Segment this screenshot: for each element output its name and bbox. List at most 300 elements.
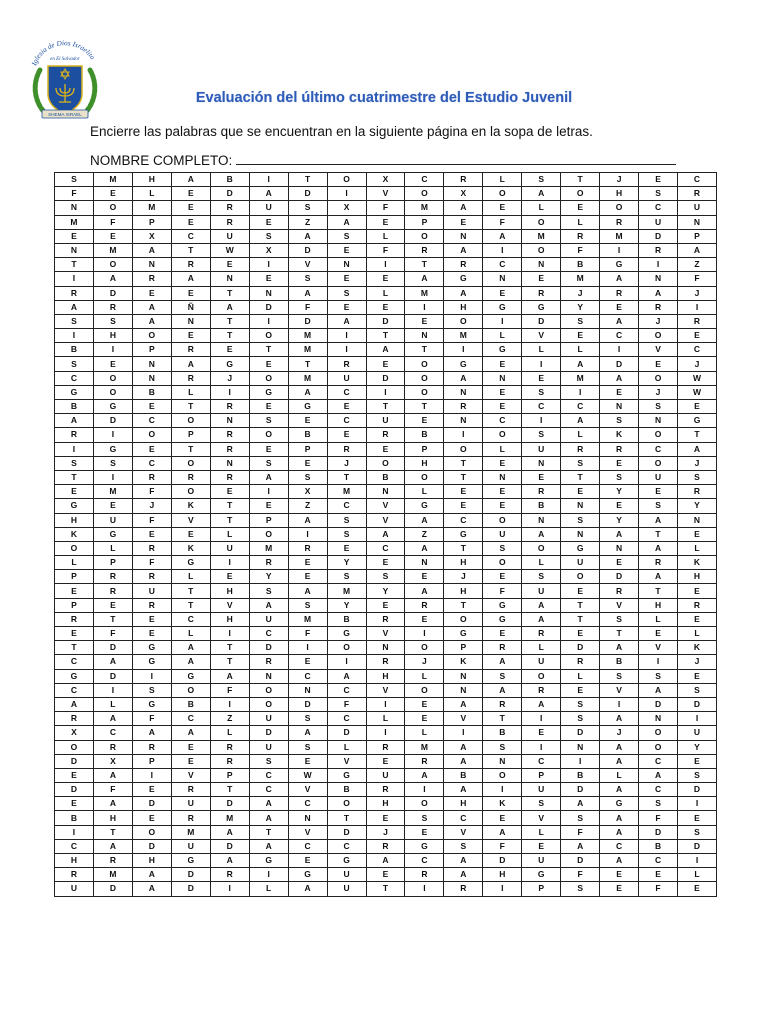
- grid-cell: D: [327, 825, 366, 839]
- grid-cell: F: [561, 868, 600, 882]
- grid-cell: O: [249, 329, 288, 343]
- grid-cell: T: [210, 641, 249, 655]
- grid-cell: N: [405, 556, 444, 570]
- grid-cell: R: [600, 584, 639, 598]
- grid-cell: K: [600, 428, 639, 442]
- grid-cell: F: [288, 627, 327, 641]
- grid-cell: U: [55, 882, 94, 896]
- grid-cell: L: [366, 229, 405, 243]
- grid-cell: O: [483, 768, 522, 782]
- grid-cell: D: [561, 726, 600, 740]
- grid-cell: P: [132, 754, 171, 768]
- grid-cell: A: [405, 768, 444, 782]
- grid-cell: G: [522, 300, 561, 314]
- grid-cell: F: [327, 697, 366, 711]
- grid-cell: N: [483, 754, 522, 768]
- grid-cell: E: [288, 854, 327, 868]
- grid-cell: I: [444, 343, 483, 357]
- grid-cell: E: [249, 357, 288, 371]
- name-field-label: NOMBRE COMPLETO:: [90, 153, 233, 168]
- grid-cell: E: [483, 400, 522, 414]
- grid-cell: R: [171, 783, 210, 797]
- grid-cell: I: [522, 712, 561, 726]
- grid-cell: D: [249, 641, 288, 655]
- grid-cell: M: [405, 740, 444, 754]
- grid-cell: S: [600, 414, 639, 428]
- grid-cell: S: [561, 456, 600, 470]
- grid-cell: S: [561, 882, 600, 896]
- grid-cell: I: [600, 697, 639, 711]
- grid-cell: A: [444, 740, 483, 754]
- grid-cell: P: [210, 768, 249, 782]
- grid-cell: I: [55, 329, 94, 343]
- grid-row: [55, 570, 717, 584]
- grid-cell: E: [405, 612, 444, 626]
- grid-cell: F: [93, 215, 132, 229]
- grid-cell: E: [522, 371, 561, 385]
- grid-cell: O: [405, 187, 444, 201]
- grid-cell: G: [678, 414, 717, 428]
- grid-cell: V: [366, 187, 405, 201]
- grid-cell: R: [132, 272, 171, 286]
- grid-cell: X: [93, 754, 132, 768]
- grid-cell: E: [600, 868, 639, 882]
- grid-cell: T: [405, 400, 444, 414]
- church-logo: [26, 36, 104, 128]
- grid-cell: N: [444, 414, 483, 428]
- grid-cell: A: [639, 541, 678, 555]
- grid-cell: C: [249, 783, 288, 797]
- grid-cell: E: [210, 258, 249, 272]
- grid-cell: W: [678, 385, 717, 399]
- grid-cell: R: [171, 371, 210, 385]
- grid-cell: L: [405, 726, 444, 740]
- grid-cell: T: [171, 584, 210, 598]
- grid-cell: R: [522, 286, 561, 300]
- grid-row: [55, 527, 717, 541]
- grid-cell: R: [366, 612, 405, 626]
- grid-cell: E: [405, 570, 444, 584]
- grid-cell: E: [561, 627, 600, 641]
- grid-cell: U: [366, 768, 405, 782]
- grid-cell: N: [483, 470, 522, 484]
- grid-cell: A: [522, 598, 561, 612]
- grid-cell: R: [600, 215, 639, 229]
- grid-cell: B: [132, 385, 171, 399]
- grid-row: [55, 371, 717, 385]
- grid-cell: U: [249, 612, 288, 626]
- grid-cell: T: [366, 882, 405, 896]
- grid-cell: S: [327, 286, 366, 300]
- grid-row: [55, 173, 717, 187]
- grid-cell: E: [678, 584, 717, 598]
- grid-cell: E: [483, 485, 522, 499]
- grid-row: [55, 854, 717, 868]
- grid-cell: C: [639, 754, 678, 768]
- grid-cell: E: [483, 499, 522, 513]
- grid-cell: O: [639, 740, 678, 754]
- grid-row: [55, 612, 717, 626]
- grid-cell: A: [171, 173, 210, 187]
- grid-cell: U: [366, 414, 405, 428]
- grid-cell: E: [444, 485, 483, 499]
- grid-cell: A: [639, 768, 678, 782]
- grid-cell: A: [600, 371, 639, 385]
- grid-cell: A: [288, 513, 327, 527]
- grid-cell: A: [600, 854, 639, 868]
- grid-cell: G: [288, 400, 327, 414]
- grid-cell: R: [444, 882, 483, 896]
- grid-cell: O: [405, 357, 444, 371]
- grid-cell: A: [444, 371, 483, 385]
- grid-cell: S: [678, 825, 717, 839]
- grid-cell: T: [93, 612, 132, 626]
- grid-cell: S: [249, 754, 288, 768]
- grid-cell: G: [483, 612, 522, 626]
- grid-cell: C: [483, 414, 522, 428]
- grid-cell: B: [327, 783, 366, 797]
- grid-cell: A: [93, 839, 132, 853]
- grid-cell: S: [600, 470, 639, 484]
- page-title: Evaluación del último cuatrimestre del Estudio Juvenil: [195, 90, 573, 106]
- grid-cell: E: [366, 272, 405, 286]
- grid-cell: F: [55, 187, 94, 201]
- grid-cell: O: [171, 485, 210, 499]
- grid-cell: O: [405, 371, 444, 385]
- grid-cell: V: [327, 754, 366, 768]
- grid-cell: M: [132, 201, 171, 215]
- grid-cell: A: [444, 854, 483, 868]
- grid-cell: L: [678, 868, 717, 882]
- grid-cell: E: [132, 612, 171, 626]
- grid-cell: L: [522, 201, 561, 215]
- grid-cell: R: [132, 541, 171, 555]
- grid-cell: A: [405, 272, 444, 286]
- grid-cell: V: [210, 598, 249, 612]
- grid-cell: P: [405, 442, 444, 456]
- grid-cell: L: [522, 641, 561, 655]
- grid-cell: I: [678, 712, 717, 726]
- grid-row: [55, 343, 717, 357]
- grid-cell: N: [483, 272, 522, 286]
- grid-cell: B: [522, 499, 561, 513]
- grid-cell: E: [55, 584, 94, 598]
- grid-cell: E: [405, 825, 444, 839]
- grid-cell: A: [132, 882, 171, 896]
- grid-cell: N: [210, 272, 249, 286]
- grid-cell: O: [483, 513, 522, 527]
- grid-cell: I: [93, 683, 132, 697]
- grid-cell: G: [444, 627, 483, 641]
- grid-row: [55, 300, 717, 314]
- grid-cell: A: [405, 584, 444, 598]
- grid-cell: N: [249, 286, 288, 300]
- grid-cell: I: [366, 726, 405, 740]
- name-field-line[interactable]: [236, 152, 676, 165]
- grid-cell: O: [405, 385, 444, 399]
- grid-cell: L: [327, 740, 366, 754]
- grid-cell: U: [171, 797, 210, 811]
- grid-cell: K: [678, 556, 717, 570]
- grid-cell: I: [249, 314, 288, 328]
- grid-cell: O: [405, 683, 444, 697]
- grid-cell: P: [249, 513, 288, 527]
- grid-cell: R: [678, 598, 717, 612]
- grid-cell: E: [171, 215, 210, 229]
- grid-cell: S: [483, 740, 522, 754]
- grid-cell: B: [55, 343, 94, 357]
- grid-cell: F: [483, 584, 522, 598]
- grid-cell: I: [210, 385, 249, 399]
- grid-cell: R: [366, 428, 405, 442]
- grid-cell: E: [288, 456, 327, 470]
- grid-cell: R: [561, 442, 600, 456]
- grid-cell: E: [483, 570, 522, 584]
- grid-cell: T: [639, 527, 678, 541]
- grid-cell: Y: [249, 570, 288, 584]
- grid-cell: R: [55, 712, 94, 726]
- grid-cell: D: [561, 641, 600, 655]
- grid-cell: M: [93, 173, 132, 187]
- grid-cell: O: [444, 442, 483, 456]
- grid-cell: T: [55, 258, 94, 272]
- grid-cell: F: [639, 882, 678, 896]
- grid-row: [55, 314, 717, 328]
- grid-cell: L: [678, 541, 717, 555]
- grid-cell: L: [678, 627, 717, 641]
- grid-cell: A: [132, 243, 171, 257]
- grid-cell: G: [444, 357, 483, 371]
- grid-cell: I: [444, 428, 483, 442]
- grid-cell: N: [288, 811, 327, 825]
- grid-cell: A: [561, 797, 600, 811]
- grid-cell: A: [678, 243, 717, 257]
- grid-row: [55, 414, 717, 428]
- grid-cell: C: [639, 854, 678, 868]
- grid-cell: A: [600, 272, 639, 286]
- grid-cell: E: [600, 882, 639, 896]
- grid-cell: I: [210, 697, 249, 711]
- grid-cell: E: [93, 499, 132, 513]
- grid-cell: L: [483, 173, 522, 187]
- grid-cell: V: [288, 825, 327, 839]
- grid-cell: R: [210, 428, 249, 442]
- grid-cell: L: [171, 570, 210, 584]
- grid-cell: A: [249, 839, 288, 853]
- grid-cell: C: [405, 173, 444, 187]
- grid-cell: J: [678, 286, 717, 300]
- grid-cell: E: [366, 811, 405, 825]
- grid-cell: P: [522, 768, 561, 782]
- grid-cell: E: [132, 811, 171, 825]
- grid-cell: S: [522, 385, 561, 399]
- grid-cell: G: [405, 499, 444, 513]
- grid-cell: A: [93, 797, 132, 811]
- grid-cell: S: [93, 314, 132, 328]
- grid-cell: O: [55, 541, 94, 555]
- grid-cell: B: [171, 697, 210, 711]
- grid-cell: S: [561, 712, 600, 726]
- grid-cell: S: [132, 683, 171, 697]
- grid-cell: J: [561, 286, 600, 300]
- grid-cell: R: [522, 627, 561, 641]
- grid-cell: D: [93, 641, 132, 655]
- grid-cell: D: [210, 839, 249, 853]
- grid-cell: G: [93, 527, 132, 541]
- grid-cell: B: [366, 470, 405, 484]
- grid-cell: F: [210, 683, 249, 697]
- grid-cell: D: [171, 868, 210, 882]
- grid-cell: F: [561, 825, 600, 839]
- grid-cell: V: [522, 811, 561, 825]
- grid-cell: F: [132, 513, 171, 527]
- grid-cell: X: [288, 485, 327, 499]
- grid-cell: M: [405, 201, 444, 215]
- grid-cell: A: [132, 314, 171, 328]
- grid-cell: I: [639, 655, 678, 669]
- grid-cell: S: [678, 683, 717, 697]
- grid-cell: N: [132, 357, 171, 371]
- grid-cell: A: [444, 243, 483, 257]
- grid-cell: N: [522, 513, 561, 527]
- grid-cell: R: [249, 556, 288, 570]
- grid-cell: I: [132, 669, 171, 683]
- grid-cell: E: [639, 173, 678, 187]
- grid-cell: R: [327, 357, 366, 371]
- grid-cell: E: [561, 683, 600, 697]
- grid-cell: A: [171, 655, 210, 669]
- grid-cell: V: [444, 712, 483, 726]
- grid-cell: T: [561, 173, 600, 187]
- grid-cell: U: [327, 868, 366, 882]
- grid-cell: V: [171, 513, 210, 527]
- grid-cell: B: [55, 400, 94, 414]
- grid-cell: L: [93, 697, 132, 711]
- grid-cell: E: [639, 357, 678, 371]
- grid-cell: O: [522, 243, 561, 257]
- grid-cell: D: [288, 697, 327, 711]
- grid-cell: L: [561, 428, 600, 442]
- grid-cell: G: [444, 272, 483, 286]
- grid-cell: A: [93, 768, 132, 782]
- grid-cell: N: [132, 258, 171, 272]
- grid-cell: E: [405, 314, 444, 328]
- grid-cell: D: [132, 797, 171, 811]
- grid-cell: E: [249, 400, 288, 414]
- grid-cell: U: [522, 783, 561, 797]
- grid-cell: E: [600, 300, 639, 314]
- grid-cell: E: [639, 627, 678, 641]
- grid-cell: D: [639, 697, 678, 711]
- grid-cell: N: [639, 712, 678, 726]
- grid-cell: Z: [288, 499, 327, 513]
- grid-cell: R: [210, 400, 249, 414]
- grid-cell: Y: [678, 740, 717, 754]
- grid-cell: J: [600, 726, 639, 740]
- grid-cell: G: [132, 697, 171, 711]
- grid-cell: R: [405, 598, 444, 612]
- grid-cell: T: [405, 343, 444, 357]
- grid-cell: X: [249, 243, 288, 257]
- grid-cell: E: [55, 485, 94, 499]
- grid-cell: O: [132, 329, 171, 343]
- grid-cell: G: [327, 854, 366, 868]
- grid-cell: K: [483, 797, 522, 811]
- grid-cell: S: [522, 570, 561, 584]
- logo-sub-text: en El Salvador: [50, 57, 80, 62]
- grid-cell: H: [444, 797, 483, 811]
- grid-cell: R: [639, 300, 678, 314]
- grid-cell: T: [171, 400, 210, 414]
- grid-cell: G: [483, 598, 522, 612]
- grid-cell: S: [639, 797, 678, 811]
- grid-cell: Y: [366, 584, 405, 598]
- grid-cell: I: [327, 655, 366, 669]
- grid-cell: G: [171, 669, 210, 683]
- grid-cell: J: [327, 456, 366, 470]
- grid-cell: C: [249, 627, 288, 641]
- grid-row: [55, 683, 717, 697]
- grid-cell: D: [678, 697, 717, 711]
- grid-cell: G: [55, 669, 94, 683]
- grid-cell: S: [678, 768, 717, 782]
- grid-cell: N: [522, 258, 561, 272]
- grid-cell: E: [55, 627, 94, 641]
- grid-cell: T: [249, 343, 288, 357]
- grid-cell: I: [210, 556, 249, 570]
- grid-cell: S: [327, 570, 366, 584]
- grid-cell: U: [522, 854, 561, 868]
- grid-cell: R: [210, 442, 249, 456]
- grid-row: [55, 655, 717, 669]
- grid-cell: N: [210, 414, 249, 428]
- grid-cell: O: [249, 527, 288, 541]
- grid-cell: H: [210, 612, 249, 626]
- grid-cell: L: [483, 442, 522, 456]
- grid-cell: R: [444, 173, 483, 187]
- grid-cell: M: [210, 811, 249, 825]
- grid-cell: T: [288, 173, 327, 187]
- grid-cell: E: [288, 556, 327, 570]
- grid-cell: B: [327, 612, 366, 626]
- grid-cell: O: [522, 669, 561, 683]
- grid-cell: D: [55, 754, 94, 768]
- grid-cell: E: [678, 669, 717, 683]
- grid-cell: R: [483, 697, 522, 711]
- grid-cell: M: [444, 329, 483, 343]
- grid-cell: J: [639, 385, 678, 399]
- grid-cell: E: [171, 754, 210, 768]
- grid-cell: B: [444, 768, 483, 782]
- grid-cell: Y: [600, 485, 639, 499]
- grid-row: [55, 584, 717, 598]
- grid-cell: I: [210, 882, 249, 896]
- grid-cell: A: [249, 187, 288, 201]
- grid-cell: L: [600, 768, 639, 782]
- grid-cell: S: [522, 797, 561, 811]
- grid-row: [55, 556, 717, 570]
- grid-row: [55, 882, 717, 896]
- grid-cell: E: [327, 300, 366, 314]
- grid-cell: I: [522, 740, 561, 754]
- grid-cell: E: [93, 229, 132, 243]
- logo-arc-text: Iglesia de Dios Israelita: [30, 39, 97, 67]
- grid-cell: S: [639, 499, 678, 513]
- grid-cell: O: [249, 371, 288, 385]
- grid-cell: F: [366, 243, 405, 257]
- grid-cell: T: [171, 598, 210, 612]
- grid-row: [55, 286, 717, 300]
